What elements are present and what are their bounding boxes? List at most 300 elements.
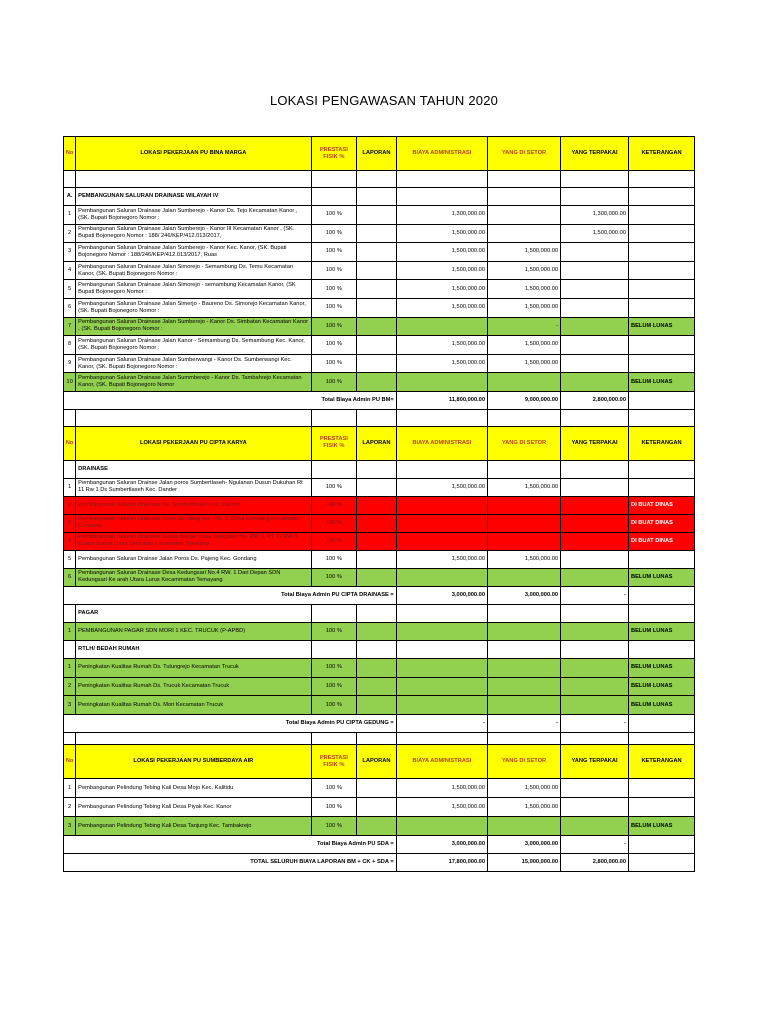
row-laporan xyxy=(357,817,397,836)
row-setor: 1,500,000.00 xyxy=(488,298,561,317)
row-terpakai xyxy=(561,243,629,262)
header-setor: YANG DI SETOR xyxy=(488,137,561,171)
row-prestasi: 100 % xyxy=(311,261,357,280)
row-keterangan: BELUM LUNAS xyxy=(629,373,695,392)
row-laporan xyxy=(357,206,397,225)
row-laporan xyxy=(357,514,397,532)
total-ck-drainase-row xyxy=(64,586,695,604)
row-setor xyxy=(488,568,561,586)
empty-cell xyxy=(488,460,561,478)
table-row xyxy=(64,373,695,392)
header-biaya: BIAYA ADMINISTRASI xyxy=(396,137,487,171)
total-label: TOTAL SELURUH BIAYA LAPORAN BM + CK + SDA = xyxy=(64,854,397,872)
empty-cell xyxy=(311,640,357,658)
empty-cell xyxy=(396,604,487,622)
empty-cell xyxy=(488,188,561,206)
section-no xyxy=(64,640,76,658)
total-biaya: 3,000,000.00 xyxy=(396,836,487,854)
row-keterangan: BELUM LUNAS xyxy=(629,317,695,336)
row-setor xyxy=(488,696,561,715)
total-ck-gedung-row xyxy=(64,715,695,733)
header-keterangan: KETERANGAN xyxy=(629,137,695,171)
row-terpakai xyxy=(561,496,629,514)
row-laporan xyxy=(357,798,397,817)
row-laporan xyxy=(357,496,397,514)
header-lokasi: LOKASI PEKERJAAN PU SUMBERDAYA AIR xyxy=(76,745,311,779)
empty-cell xyxy=(357,640,397,658)
row-biaya: 1,300,000.00 xyxy=(396,206,487,225)
row-prestasi: 100 % xyxy=(311,354,357,373)
row-prestasi: 100 % xyxy=(311,478,357,496)
row-setor xyxy=(488,373,561,392)
row-keterangan xyxy=(629,336,695,355)
row-terpakai xyxy=(561,514,629,532)
row-prestasi: 100 % xyxy=(311,677,357,696)
header-setor: YANG DI SETOR xyxy=(488,745,561,779)
row-description: Pembangunan Saluran Drainase Jalan Sumberejo - Kanor Ds. Simbatan Kecamatan Kanor , (SK. Bupati Bojonegoro Nomor : xyxy=(76,317,311,336)
row-terpakai xyxy=(561,317,629,336)
row-keterangan: BELUM LUNAS xyxy=(629,568,695,586)
row-description: Pembangunan Saluran Drainase Jalan Sumberwangi - Kanor Ds. Sumberwangi Kec. Kanor, (SK. Bupati Bojonegoro Nomor : xyxy=(76,354,311,373)
row-setor: 1,500,000.00 xyxy=(488,243,561,262)
row-laporan xyxy=(357,261,397,280)
row-keterangan: BELUM LUNAS xyxy=(629,696,695,715)
row-no: 1 xyxy=(64,779,76,798)
row-biaya xyxy=(396,514,487,532)
row-terpakai xyxy=(561,779,629,798)
row-prestasi: 100 % xyxy=(311,658,357,677)
total-setor: 15,000,000.00 xyxy=(488,854,561,872)
row-biaya xyxy=(396,532,487,550)
empty-cell xyxy=(488,640,561,658)
row-description: Pembangunan Saluran Drainase Desa Gondang No. RW. 3, Desa Gondang Kecamatan Gondang xyxy=(76,514,311,532)
row-setor xyxy=(488,514,561,532)
header-biaya: BIAYA ADMINISTRASI xyxy=(396,745,487,779)
row-no: 5 xyxy=(64,280,76,299)
row-biaya xyxy=(396,317,487,336)
empty-cell xyxy=(357,460,397,478)
total-setor: 3,000,000.00 xyxy=(488,836,561,854)
empty-cell xyxy=(561,409,629,426)
row-prestasi: 100 % xyxy=(311,496,357,514)
row-keterangan xyxy=(629,298,695,317)
row-biaya xyxy=(396,817,487,836)
row-biaya xyxy=(396,622,487,640)
blank-row xyxy=(64,733,695,745)
row-setor: 1,500,000.00 xyxy=(488,478,561,496)
total-terpakai: 2,800,000.00 xyxy=(561,391,629,409)
empty-cell xyxy=(629,604,695,622)
report-table xyxy=(63,136,695,872)
row-description: Pembangunan Saluran Drainase Dusun Banjar Desa Sangatan No. RW 3, RT 11 RW 3 Dusun Banjar Desa Sengatan Kecamatan Gondang xyxy=(76,532,311,550)
row-description: Pembangunan Saluran Drainase Ds. Sumbertlaseh Kec. Dander xyxy=(76,496,311,514)
row-prestasi: 100 % xyxy=(311,298,357,317)
row-no: 9 xyxy=(64,354,76,373)
empty-cell xyxy=(396,171,487,188)
empty-cell xyxy=(488,409,561,426)
row-no: 3 xyxy=(64,696,76,715)
row-setor xyxy=(488,532,561,550)
table-row xyxy=(64,658,695,677)
empty-cell xyxy=(561,640,629,658)
row-keterangan: DI BUAT DINAS xyxy=(629,514,695,532)
row-no: 4 xyxy=(64,261,76,280)
table-row xyxy=(64,224,695,243)
header-keterangan: KETERANGAN xyxy=(629,745,695,779)
section-title: PEMBANGUNAN SALURAN DRAINASE WILAYAH IV xyxy=(76,188,311,206)
row-setor xyxy=(488,622,561,640)
empty-cell xyxy=(396,188,487,206)
total-biaya: 3,000,000.00 xyxy=(396,586,487,604)
column-header-row xyxy=(64,426,695,460)
row-laporan xyxy=(357,677,397,696)
total-terpakai: 2,800,000.00 xyxy=(561,854,629,872)
section-title-row xyxy=(64,460,695,478)
blank-row xyxy=(64,409,695,426)
row-keterangan: DI BUAT DINAS xyxy=(629,496,695,514)
row-keterangan xyxy=(629,243,695,262)
total-setor: - xyxy=(488,715,561,733)
table-row xyxy=(64,261,695,280)
row-description: Pembangunan Pelindung Tebing Kali Desa Tanjung Kec. Tambakrejo xyxy=(76,817,311,836)
row-setor: 1,500,000.00 xyxy=(488,261,561,280)
row-keterangan: BELUM LUNAS xyxy=(629,677,695,696)
row-description: Pembangunan Saluran Drainse Jalan poros Sumbertlaseh- Ngulanan Dusun Dukuhan Rt 11 Rw 1 Ds Sumbertlaseh Kec. Dander xyxy=(76,478,311,496)
total-biaya: - xyxy=(396,715,487,733)
row-laporan xyxy=(357,478,397,496)
empty-cell xyxy=(629,188,695,206)
row-description: Pembangunan Saluran Drainase Jalan Simorejo - semambung Kecamatan Kanor, (SK Bupati Bojonegoro Nomor : xyxy=(76,280,311,299)
row-terpakai xyxy=(561,532,629,550)
header-lokasi: LOKASI PEKERJAAN PU CIPTA KARYA xyxy=(76,426,311,460)
row-biaya xyxy=(396,658,487,677)
section-title-row xyxy=(64,188,695,206)
empty-cell xyxy=(561,733,629,745)
header-laporan: LAPORAN xyxy=(357,745,397,779)
row-description: Pembangunan Pelindung Tebing Kali Desa Mojo Kec. Kalitidu xyxy=(76,779,311,798)
row-description: Pembangunan Saluran Drainase Jalan Simorejo - Semambung Ds. Temu Kecamatan Kanor, (SK. Bupati Bojonegoro Nomor : xyxy=(76,261,311,280)
row-no: 3 xyxy=(64,817,76,836)
row-no: 7 xyxy=(64,317,76,336)
empty-cell xyxy=(488,171,561,188)
row-terpakai xyxy=(561,354,629,373)
row-no: 8 xyxy=(64,336,76,355)
grand-total-row xyxy=(64,854,695,872)
empty-cell xyxy=(76,409,311,426)
table-row xyxy=(64,336,695,355)
total-sda-row xyxy=(64,836,695,854)
row-no: 3 xyxy=(64,243,76,262)
header-no: No xyxy=(64,745,76,779)
empty-cell xyxy=(629,715,695,733)
header-prestasi: PRESTASI FISIK % xyxy=(311,426,357,460)
row-no: 5 xyxy=(64,550,76,568)
row-laporan xyxy=(357,658,397,677)
row-biaya xyxy=(396,568,487,586)
row-terpakai xyxy=(561,280,629,299)
row-description: Pembangunan Saluran Drainase Jalan Simerjo - Baureno Ds. Simorejo Kecamatan Kanor, (SK. Bupati Bojonegoro Nomor : xyxy=(76,298,311,317)
row-prestasi: 100 % xyxy=(311,798,357,817)
row-keterangan xyxy=(629,280,695,299)
empty-cell xyxy=(396,460,487,478)
row-laporan xyxy=(357,280,397,299)
row-setor: 1,500,000.00 xyxy=(488,280,561,299)
empty-cell xyxy=(629,854,695,872)
empty-cell xyxy=(311,604,357,622)
section-no xyxy=(64,460,76,478)
section-title: RTLH/ BEDAH RUMAH xyxy=(76,640,311,658)
row-setor xyxy=(488,817,561,836)
header-no: No xyxy=(64,426,76,460)
row-terpakai xyxy=(561,478,629,496)
total-biaya: 11,800,000.00 xyxy=(396,391,487,409)
row-laporan xyxy=(357,224,397,243)
row-no: 2 xyxy=(64,496,76,514)
total-label: Total Biaya Admin PU CIPTA DRAINASE = xyxy=(64,586,397,604)
empty-cell xyxy=(396,733,487,745)
row-keterangan xyxy=(629,478,695,496)
row-biaya: 1,500,000.00 xyxy=(396,224,487,243)
empty-cell xyxy=(396,409,487,426)
row-prestasi: 100 % xyxy=(311,317,357,336)
blank-row xyxy=(64,171,695,188)
row-terpakai xyxy=(561,622,629,640)
header-terpakai: YANG TERPAKAI xyxy=(561,137,629,171)
row-prestasi: 100 % xyxy=(311,280,357,299)
row-terpakai: 1,500,000.00 xyxy=(561,224,629,243)
header-laporan: LAPORAN xyxy=(357,426,397,460)
row-laporan xyxy=(357,550,397,568)
row-biaya: 1,500,000.00 xyxy=(396,798,487,817)
row-prestasi: 100 % xyxy=(311,373,357,392)
total-label: Total Biaya Admin PU BM= xyxy=(64,391,397,409)
row-setor: 1,500,000.00 xyxy=(488,336,561,355)
row-biaya xyxy=(396,496,487,514)
header-no: No xyxy=(64,137,76,171)
row-prestasi: 100 % xyxy=(311,696,357,715)
row-prestasi: 100 % xyxy=(311,622,357,640)
empty-cell xyxy=(357,604,397,622)
total-bm-row xyxy=(64,391,695,409)
empty-cell xyxy=(488,733,561,745)
column-header-row xyxy=(64,137,695,171)
row-laporan xyxy=(357,298,397,317)
table-row xyxy=(64,478,695,496)
row-setor xyxy=(488,206,561,225)
empty-cell xyxy=(488,604,561,622)
row-keterangan xyxy=(629,224,695,243)
row-laporan xyxy=(357,696,397,715)
row-terpakai xyxy=(561,696,629,715)
header-prestasi: PRESTASI FISIK % xyxy=(311,745,357,779)
row-laporan xyxy=(357,243,397,262)
row-biaya: 1,500,000.00 xyxy=(396,779,487,798)
row-biaya xyxy=(396,677,487,696)
empty-cell xyxy=(629,586,695,604)
section-no xyxy=(64,604,76,622)
row-terpakai xyxy=(561,336,629,355)
row-no: 3 xyxy=(64,514,76,532)
row-description: Pembangunan Saluran Drainase Desa Kedungsari No.4 RW. 1 Dari Depan SDN Kedungsari Ke arah Utara Lurus Kecammatan Temayang xyxy=(76,568,311,586)
empty-cell xyxy=(357,171,397,188)
header-setor: YANG DI SETOR xyxy=(488,426,561,460)
row-laporan xyxy=(357,532,397,550)
empty-cell xyxy=(357,733,397,745)
row-description: PEMBANGUNAN PAGAR SDN MORI 1 KEC. TRUCUK (P-APBD) xyxy=(76,622,311,640)
row-terpakai xyxy=(561,568,629,586)
table-row xyxy=(64,817,695,836)
section-title-row xyxy=(64,640,695,658)
total-label: Total Biaya Admin PU CIPTA GEDUNG = xyxy=(64,715,397,733)
row-biaya: 1,500,000.00 xyxy=(396,478,487,496)
row-terpakai: 1,300,000.00 xyxy=(561,206,629,225)
header-laporan: LAPORAN xyxy=(357,137,397,171)
table-row xyxy=(64,622,695,640)
row-setor xyxy=(488,224,561,243)
empty-cell xyxy=(311,171,357,188)
row-setor: - xyxy=(488,317,561,336)
row-prestasi: 100 % xyxy=(311,243,357,262)
row-description: Pembangunan Saluran Drainase Jalan Sumberejo - Kanor Kec. Kanor, (SK. Bupati Bojonegoro Nomor : 188/246/KEP/412.013/2017, Ruas xyxy=(76,243,311,262)
row-keterangan xyxy=(629,206,695,225)
row-setor: 1,500,000.00 xyxy=(488,779,561,798)
row-no: 2 xyxy=(64,798,76,817)
row-prestasi: 100 % xyxy=(311,568,357,586)
row-prestasi: 100 % xyxy=(311,779,357,798)
row-setor: 1,500,000.00 xyxy=(488,354,561,373)
section-title-row xyxy=(64,604,695,622)
empty-cell xyxy=(311,733,357,745)
row-laporan xyxy=(357,336,397,355)
total-setor: 9,000,000.00 xyxy=(488,391,561,409)
table-row xyxy=(64,206,695,225)
empty-cell xyxy=(64,171,76,188)
row-biaya xyxy=(396,373,487,392)
header-lokasi: LOKASI PEKERJAAN PU BINA MARGA xyxy=(76,137,311,171)
empty-cell xyxy=(357,188,397,206)
row-biaya: 1,500,000.00 xyxy=(396,298,487,317)
row-no: 4 xyxy=(64,532,76,550)
row-prestasi: 100 % xyxy=(311,514,357,532)
row-no: 1 xyxy=(64,206,76,225)
section-no: A. xyxy=(64,188,76,206)
table-row xyxy=(64,243,695,262)
table-row xyxy=(64,280,695,299)
table-row xyxy=(64,317,695,336)
empty-cell xyxy=(629,460,695,478)
page-title: LOKASI PENGAWASAN TAHUN 2020 xyxy=(269,93,499,108)
header-biaya: BIAYA ADMINISTRASI xyxy=(396,426,487,460)
total-biaya: 17,800,000.00 xyxy=(396,854,487,872)
empty-cell xyxy=(561,188,629,206)
row-description: Pembangunan Saluran Drainase Jalan Sumberejo - Kanor III Kecamatan Kanor , (SK. Bupati Bojonegoro Nomor : 188/ 246/KEP/412.013/2017, xyxy=(76,224,311,243)
table-row xyxy=(64,532,695,550)
row-keterangan: BELUM LUNAS xyxy=(629,658,695,677)
row-laporan xyxy=(357,779,397,798)
header-terpakai: YANG TERPAKAI xyxy=(561,745,629,779)
row-keterangan xyxy=(629,354,695,373)
empty-cell xyxy=(311,460,357,478)
table-row xyxy=(64,696,695,715)
table-row xyxy=(64,354,695,373)
row-biaya: 1,500,000.00 xyxy=(396,354,487,373)
row-keterangan: BELUM LUNAS xyxy=(629,817,695,836)
empty-cell xyxy=(629,171,695,188)
empty-cell xyxy=(311,188,357,206)
total-terpakai: - xyxy=(561,836,629,854)
row-description: Peningkatan Kualitas Rumah Ds. Mori Kecamatan Trucuk xyxy=(76,696,311,715)
row-laporan xyxy=(357,568,397,586)
row-description: Peningkatan Kualitas Rumah Ds. Trucuk Kecamatan Trucuk xyxy=(76,677,311,696)
row-laporan xyxy=(357,373,397,392)
row-prestasi: 100 % xyxy=(311,224,357,243)
table-row xyxy=(64,496,695,514)
row-description: Pembangunan Pelindung Tebing Kali Desa Piyak Kec. Kanor xyxy=(76,798,311,817)
table-row xyxy=(64,550,695,568)
row-keterangan: BELUM LUNAS xyxy=(629,622,695,640)
column-header-row xyxy=(64,745,695,779)
header-terpakai: YANG TERPAKAI xyxy=(561,426,629,460)
empty-cell xyxy=(64,409,76,426)
section-title: DRAINASE xyxy=(76,460,311,478)
row-description: Peningkatan Kualitas Rumah Ds. Tulungrejo Kecamatan Trucuk xyxy=(76,658,311,677)
empty-cell xyxy=(629,640,695,658)
total-terpakai: - xyxy=(561,715,629,733)
empty-cell xyxy=(629,836,695,854)
row-prestasi: 100 % xyxy=(311,817,357,836)
row-biaya: 1,500,000.00 xyxy=(396,261,487,280)
row-setor xyxy=(488,658,561,677)
table-row xyxy=(64,298,695,317)
empty-cell xyxy=(561,460,629,478)
table-row xyxy=(64,779,695,798)
table-row xyxy=(64,568,695,586)
empty-cell xyxy=(357,409,397,426)
table-row xyxy=(64,798,695,817)
empty-cell xyxy=(561,604,629,622)
row-no: 1 xyxy=(64,658,76,677)
row-description: Pembangunan Saluran Drainase Jalan Kanor - Semambung Ds. Semambung Kec. Kanor, (SK. Bupati Bojonegoro Nomor : xyxy=(76,336,311,355)
row-prestasi: 100 % xyxy=(311,550,357,568)
empty-cell xyxy=(629,391,695,409)
row-no: 6 xyxy=(64,568,76,586)
row-terpakai xyxy=(561,677,629,696)
row-keterangan xyxy=(629,261,695,280)
row-no: 6 xyxy=(64,298,76,317)
row-description: Pembangunan Saluran Drainase Jalan Summberejo - Kanor Ds. Tambahrejo Kecamatan Kanor, (SK. Bupati Bojonegoro Nomor xyxy=(76,373,311,392)
row-terpakai xyxy=(561,658,629,677)
total-label: Total Biaya Admin PU SDA = xyxy=(64,836,397,854)
total-setor: 3,000,000.00 xyxy=(488,586,561,604)
row-no: 2 xyxy=(64,677,76,696)
header-prestasi: PRESTASI FISIK % xyxy=(311,137,357,171)
row-laporan xyxy=(357,317,397,336)
row-setor: 1,500,000.00 xyxy=(488,798,561,817)
empty-cell xyxy=(629,409,695,426)
row-biaya: 1,500,000.00 xyxy=(396,280,487,299)
section-title: PAGAR xyxy=(76,604,311,622)
total-terpakai: - xyxy=(561,586,629,604)
row-no: 2 xyxy=(64,224,76,243)
row-terpakai xyxy=(561,261,629,280)
empty-cell xyxy=(76,171,311,188)
row-laporan xyxy=(357,622,397,640)
empty-cell xyxy=(311,409,357,426)
row-description: Pembangunan Saluran Drainse Jalan Poros Ds. Pajeng Kec. Gondang xyxy=(76,550,311,568)
row-laporan xyxy=(357,354,397,373)
row-biaya: 1,500,000.00 xyxy=(396,243,487,262)
row-setor: 1,500,000.00 xyxy=(488,550,561,568)
